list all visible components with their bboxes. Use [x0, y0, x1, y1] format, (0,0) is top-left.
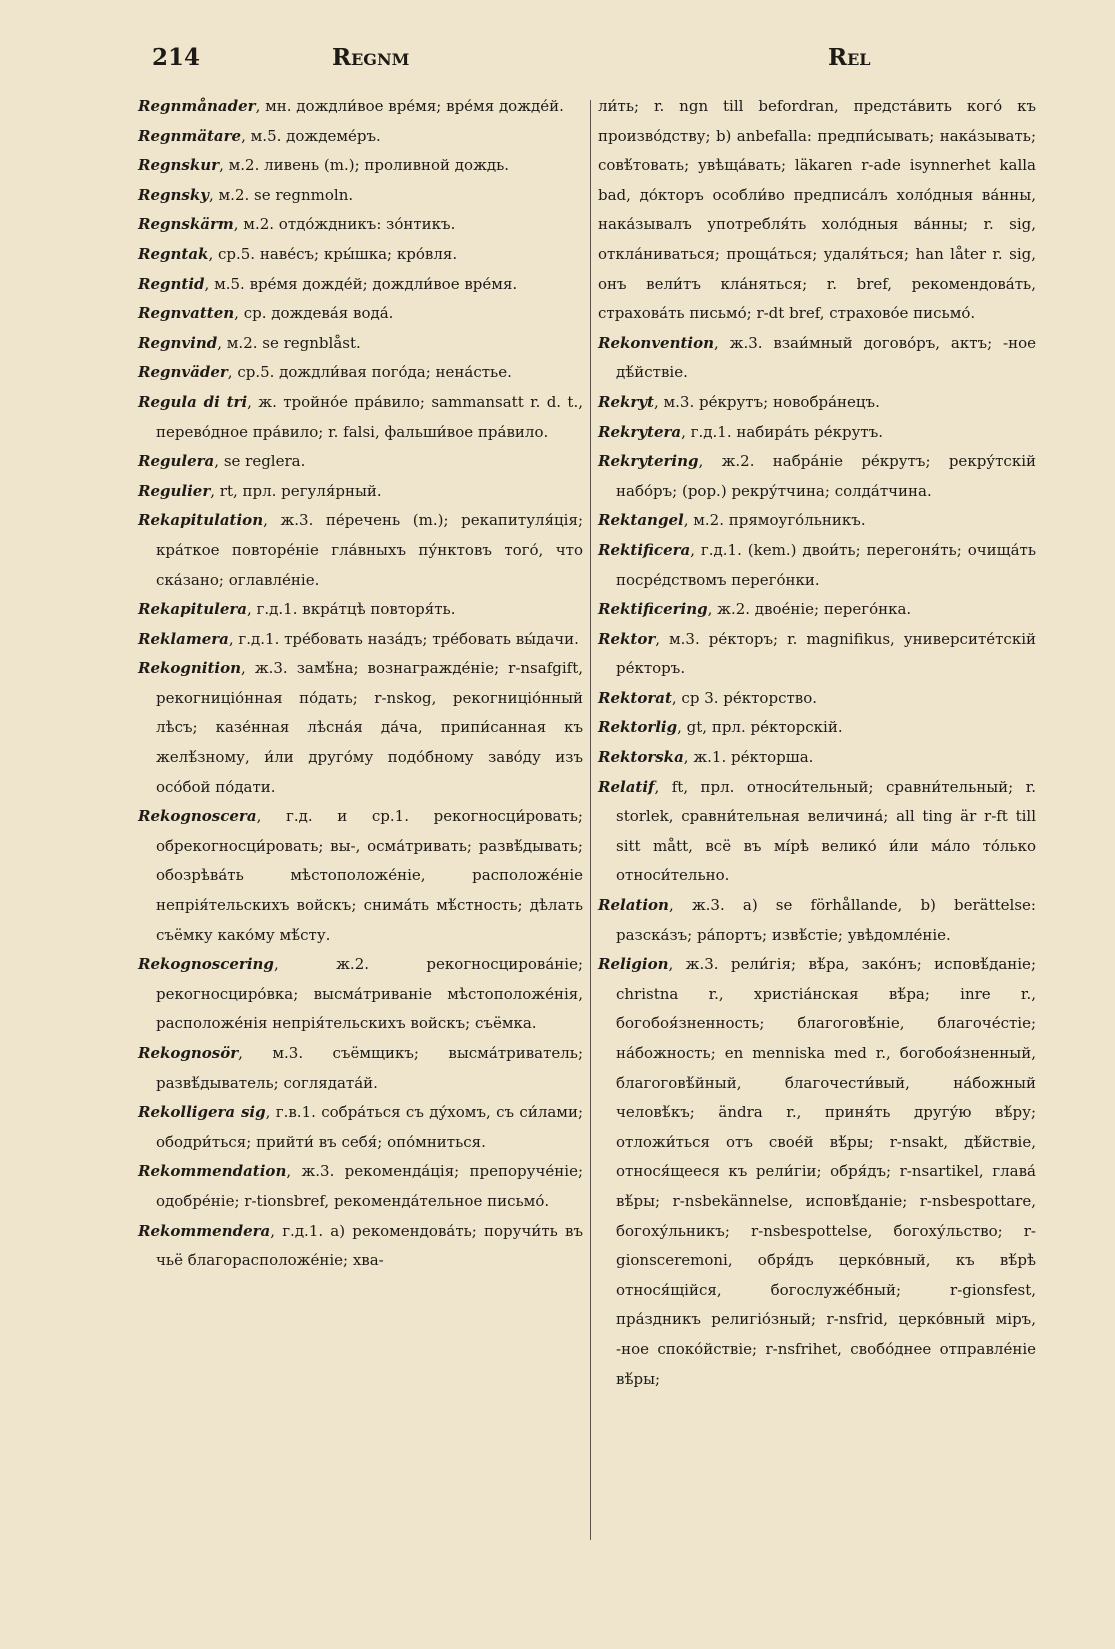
dictionary-entry [138, 595, 583, 625]
dictionary-entry [138, 1098, 583, 1157]
entry-headword: Regnskur [138, 156, 220, 175]
entry-definition: , м.3. ре́кторъ; r. magnifikus, университе́тскій ре́кторъ. [616, 629, 1036, 678]
dictionary-entry [138, 151, 583, 181]
entry-definition: , ср.5. дождли́вая пого́да; нена́стье. [227, 363, 512, 382]
dictionary-entry [138, 270, 583, 300]
dictionary-entry [138, 358, 583, 388]
entry-headword: Rekonvention [598, 333, 715, 352]
entry-definition: , м.3. ре́крутъ; новобра́нецъ. [653, 392, 880, 411]
dictionary-entry [598, 625, 1036, 684]
dictionary-entry [138, 122, 583, 152]
entry-definition: , м.3. съёмщикъ; высма́триватель; развѣ́дыватель; соглядата́й. [156, 1044, 583, 1092]
entry-headword: Rekrytering [598, 452, 699, 471]
entry-headword: Regntak [138, 244, 209, 263]
entry-headword: Regnvind [138, 333, 218, 352]
entry-headword: Rekrytera [598, 422, 682, 441]
entry-definition: ли́ть; r. ngn till befordran, предста́вить кого́ къ произво́дству; b) anbefalla: предпи́сывать; нака́зывать; совѣ́товать; увѣща́вать; läkaren r-ade isynnerhet kalla bad, до́кторъ особли́во предписа́лъ холо́дныя ва́нны, нака́зывалъ употребля́ть холо́дныя ва́нны; r. sig, откла́ниваться; проща́ться; удаля́ться; han låter r. sig, онъ вели́тъ кла́няться; r. bref, рекомендова́ть, страхова́ть письмо́; r-dt bref, страхово́е письмо́. [598, 97, 1036, 323]
dictionary-entry [138, 506, 583, 595]
dictionary-entry [138, 625, 583, 655]
entry-definition: , мн. дождли́вое вре́мя; вре́мя дожде́й. [255, 97, 564, 115]
entry-definition: , м.2. se regnmoln. [208, 185, 354, 204]
entry-definition: , gt, прл. ре́кторскій. [677, 718, 843, 737]
entry-definition: , г.д.1. вкра́тцѣ повторя́ть. [247, 600, 456, 619]
entry-headword: Rektificera [598, 540, 691, 559]
entry-headword: Rekapitulera [138, 600, 248, 619]
entry-headword: Regnskärm [138, 215, 234, 234]
entry-definition: , м.2. ливень (m.); проливной дождь. [219, 156, 510, 175]
entry-headword: Rekognoscera [138, 807, 257, 826]
entry-definition: , м.2. прямоуго́льникъ. [683, 511, 866, 530]
entry-headword: Rekapitulation [138, 511, 264, 530]
entry-headword: Rektangel [598, 511, 684, 530]
entry-headword: Rekommendation [138, 1162, 287, 1181]
entry-headword: Rektorska [598, 748, 684, 767]
entry-headword: Regntid [138, 274, 205, 293]
dictionary-entry [138, 654, 583, 802]
entry-headword: Rektorlig [598, 718, 678, 737]
entry-definition: , ж.3. рекоменда́ція; препоруче́ніе; одобре́ніе; r-tionsbref, рекоменда́тельное письмо́. [156, 1162, 583, 1210]
left-column [138, 92, 583, 1276]
entry-headword: Rektorat [598, 688, 672, 707]
entry-headword: Regulera [138, 452, 215, 471]
entry-definition: , ср. дождева́я вода́. [234, 304, 394, 323]
dictionary-entry [138, 1217, 583, 1276]
dictionary-entry [598, 536, 1036, 595]
dictionary-entry [138, 388, 583, 447]
entry-headword: Rektor [598, 629, 656, 648]
dictionary-entry [598, 92, 1036, 329]
dictionary-entry [138, 299, 583, 329]
entry-headword: Rekognition [138, 659, 242, 678]
dictionary-entry [598, 950, 1036, 1394]
entry-definition: , ж. тройно́е пра́вило; sammansatt r. d. t., перево́дное пра́вило; r. falsi, фальши́вое пра́вило. [156, 392, 583, 441]
entry-headword: Rekognosör [138, 1044, 239, 1062]
entry-definition: , ж.3. рели́гія; вѣ́ра, зако́нъ; исповѣ́даніе; christna r., христіа́нская вѣ́ра; inre r., богобоя́зненность; благоговѣ́ніе, благоче́стіе; на́божность; en menniska med r., богобоя́зненный, благоговѣ́йный, благочести́вый, на́божный человѣ́къ; ändra r., приня́ть другу́ю вѣ́ру; отложи́ться отъ свое́й вѣ́ры; r-nsakt, дѣ́йствіе, относя́щееся къ рели́гіи; обря́дъ; r-nsartikel, глава́ вѣ́ры; r-nsbekännelse, исповѣ́даніе; r-nsbespottare, богоху́льникъ; r-nsbespottelse, богоху́льство; r-gionsceremoni, обря́дъ церко́вный, къ вѣ́рѣ относя́щійся, богослуже́бный; r-gionsfest, пра́здникъ религіо́зный; r-nsfrid, церко́вный міръ, -ное споко́йствіе; r-nsfrihet, свобо́днее отправле́ніе вѣ́ры; [616, 955, 1036, 1388]
entry-headword: Regnvatten [138, 304, 235, 323]
entry-headword: Regulier [138, 481, 211, 500]
running-header [0, 44, 1115, 76]
dictionary-entry [138, 447, 583, 477]
entry-definition: , г.д.1. a) рекомендова́ть; поручи́ть въ чьё благорасположе́ніе; хва- [156, 1221, 583, 1270]
dictionary-entry [598, 418, 1036, 448]
dictionary-entry [598, 891, 1036, 950]
entry-definition: , г.д.1. набира́ть ре́крутъ. [681, 422, 884, 441]
entry-definition: , ж.3. a) se förhållande, b) berättelse: разска́зъ; ра́портъ; извѣ́стіе; увѣдомле́ніе. [616, 896, 1036, 944]
entry-headword: Regnmånader [138, 97, 256, 115]
dictionary-entry [138, 240, 583, 270]
dictionary-entry [138, 181, 583, 211]
dictionary-entry [598, 773, 1036, 891]
entry-definition: , rt, прл. регуля́рный. [210, 481, 382, 500]
left-guide-word: Regnm [332, 44, 410, 71]
entry-headword: Religion [598, 955, 669, 974]
entry-definition: , м.2. se regnblåst. [217, 333, 361, 352]
dictionary-entry [138, 1157, 583, 1216]
entry-definition: , ft, прл. относи́тельный; сравни́тельный; r. storlek, сравни́тельная величина́; all ting är r-ft till sitt mått, всё въ мі́рѣ велико́ и́ли ма́ло то́лько относи́тельно. [616, 777, 1036, 885]
dictionary-entry [138, 92, 583, 122]
entry-definition: , г.в.1. собра́ться съ ду́хомъ, съ си́лами; ободри́ться; прийти́ въ себя́; опо́мниться. [156, 1103, 584, 1151]
entry-headword: Regnsky [138, 185, 209, 204]
entry-definition: , ж.2. набра́ніе ре́крутъ; рекру́тскій набо́ръ; (pop.) рекру́тчина; солда́тчина. [616, 452, 1036, 500]
entry-headword: Rekolligera sig [138, 1103, 266, 1122]
dictionary-entry [138, 477, 583, 507]
dictionary-entry [598, 388, 1036, 418]
dictionary-entry [598, 743, 1036, 773]
entry-definition: , ж.3. взаи́мный догово́ръ, актъ; -ное дѣ́йствіе. [616, 333, 1036, 382]
entry-headword: Rekommendera [138, 1221, 271, 1240]
dictionary-entry [138, 329, 583, 359]
entry-definition: , г.д.1. тре́бовать наза́дъ; тре́бовать вы́дачи. [228, 629, 579, 648]
entry-definition: , ж.2. двое́ніе; перего́нка. [707, 600, 912, 619]
dictionary-entry [598, 595, 1036, 625]
entry-definition: , м.2. отдо́ждникъ: зо́нтикъ. [233, 215, 456, 234]
right-guide-word: Rel [828, 44, 871, 71]
dictionary-entry [598, 506, 1036, 536]
entry-definition: , ж.2. рекогносцирова́ніе; рекогносциро́вка; высма́триваніе мѣстоположе́нія, расположе́нія непрія́тельскихъ войскъ; съёмка. [156, 955, 583, 1033]
entry-headword: Rekognoscering [138, 955, 274, 974]
entry-headword: Reklamera [138, 629, 229, 648]
entry-headword: Relatif [598, 777, 655, 796]
page-number: 214 [152, 44, 201, 71]
entry-headword: Regnmätare [138, 126, 242, 145]
entry-headword: Regula di tri [138, 392, 248, 411]
dictionary-entry [138, 210, 583, 240]
dictionary-entry [598, 447, 1036, 506]
dictionary-entry [138, 802, 583, 950]
dictionary-entry [598, 329, 1036, 388]
entry-definition: , se reglera. [214, 452, 306, 471]
entry-definition: , ж.1. ре́кторша. [683, 748, 814, 767]
dictionary-entry [138, 1039, 583, 1098]
column-divider [590, 100, 591, 1540]
dictionary-entry [598, 713, 1036, 743]
entry-headword: Rektificering [598, 600, 708, 619]
entry-definition: , м.5. дождеме́ръ. [241, 126, 381, 145]
entry-definition: , г.д.1. (kem.) двои́ть; перегоня́ть; очища́ть посре́дствомъ перего́нки. [616, 540, 1036, 589]
entry-definition: , ср.5. наве́съ; кры́шка; кро́вля. [208, 244, 458, 263]
entry-definition: , ср 3. ре́кторство. [671, 688, 818, 707]
entry-headword: Regnväder [138, 363, 228, 382]
dictionary-entry [138, 950, 583, 1039]
entry-definition: , м.5. вре́мя дожде́й; дождли́вое вре́мя. [204, 274, 518, 293]
dictionary-entry [598, 684, 1036, 714]
entry-headword: Relation [598, 896, 669, 915]
right-column [598, 92, 1036, 1394]
entry-definition: , ж.3. пе́речень (m.); рекапитуля́ція; кра́ткое повторе́ніе гла́вныхъ пу́нктовъ того́, что ска́зано; оглавле́ніе. [156, 511, 583, 589]
entry-definition: , ж.3. замѣ́на; вознагражде́ніе; r-nsafgift, рекогниціо́нная по́дать; r-nskog, рекогниціо́нный лѣсъ; казе́нная лѣсна́я да́ча, припи́санная къ желѣ́зному, и́ли друго́му подо́бному заво́ду изъ осо́бой по́дати. [156, 659, 583, 796]
entry-headword: Rekryt [598, 392, 654, 411]
entry-definition: , г.д. и ср.1. рекогносци́ровать; обрекогносци́ровать; вы-, осма́тривать; развѣ́дывать; обозрѣва́ть мѣстоположе́ніе, расположе́ніе непрія́тельскихъ войскъ; снима́ть мѣ́стность; дѣлать съёмку како́му мѣ́сту. [156, 807, 583, 944]
